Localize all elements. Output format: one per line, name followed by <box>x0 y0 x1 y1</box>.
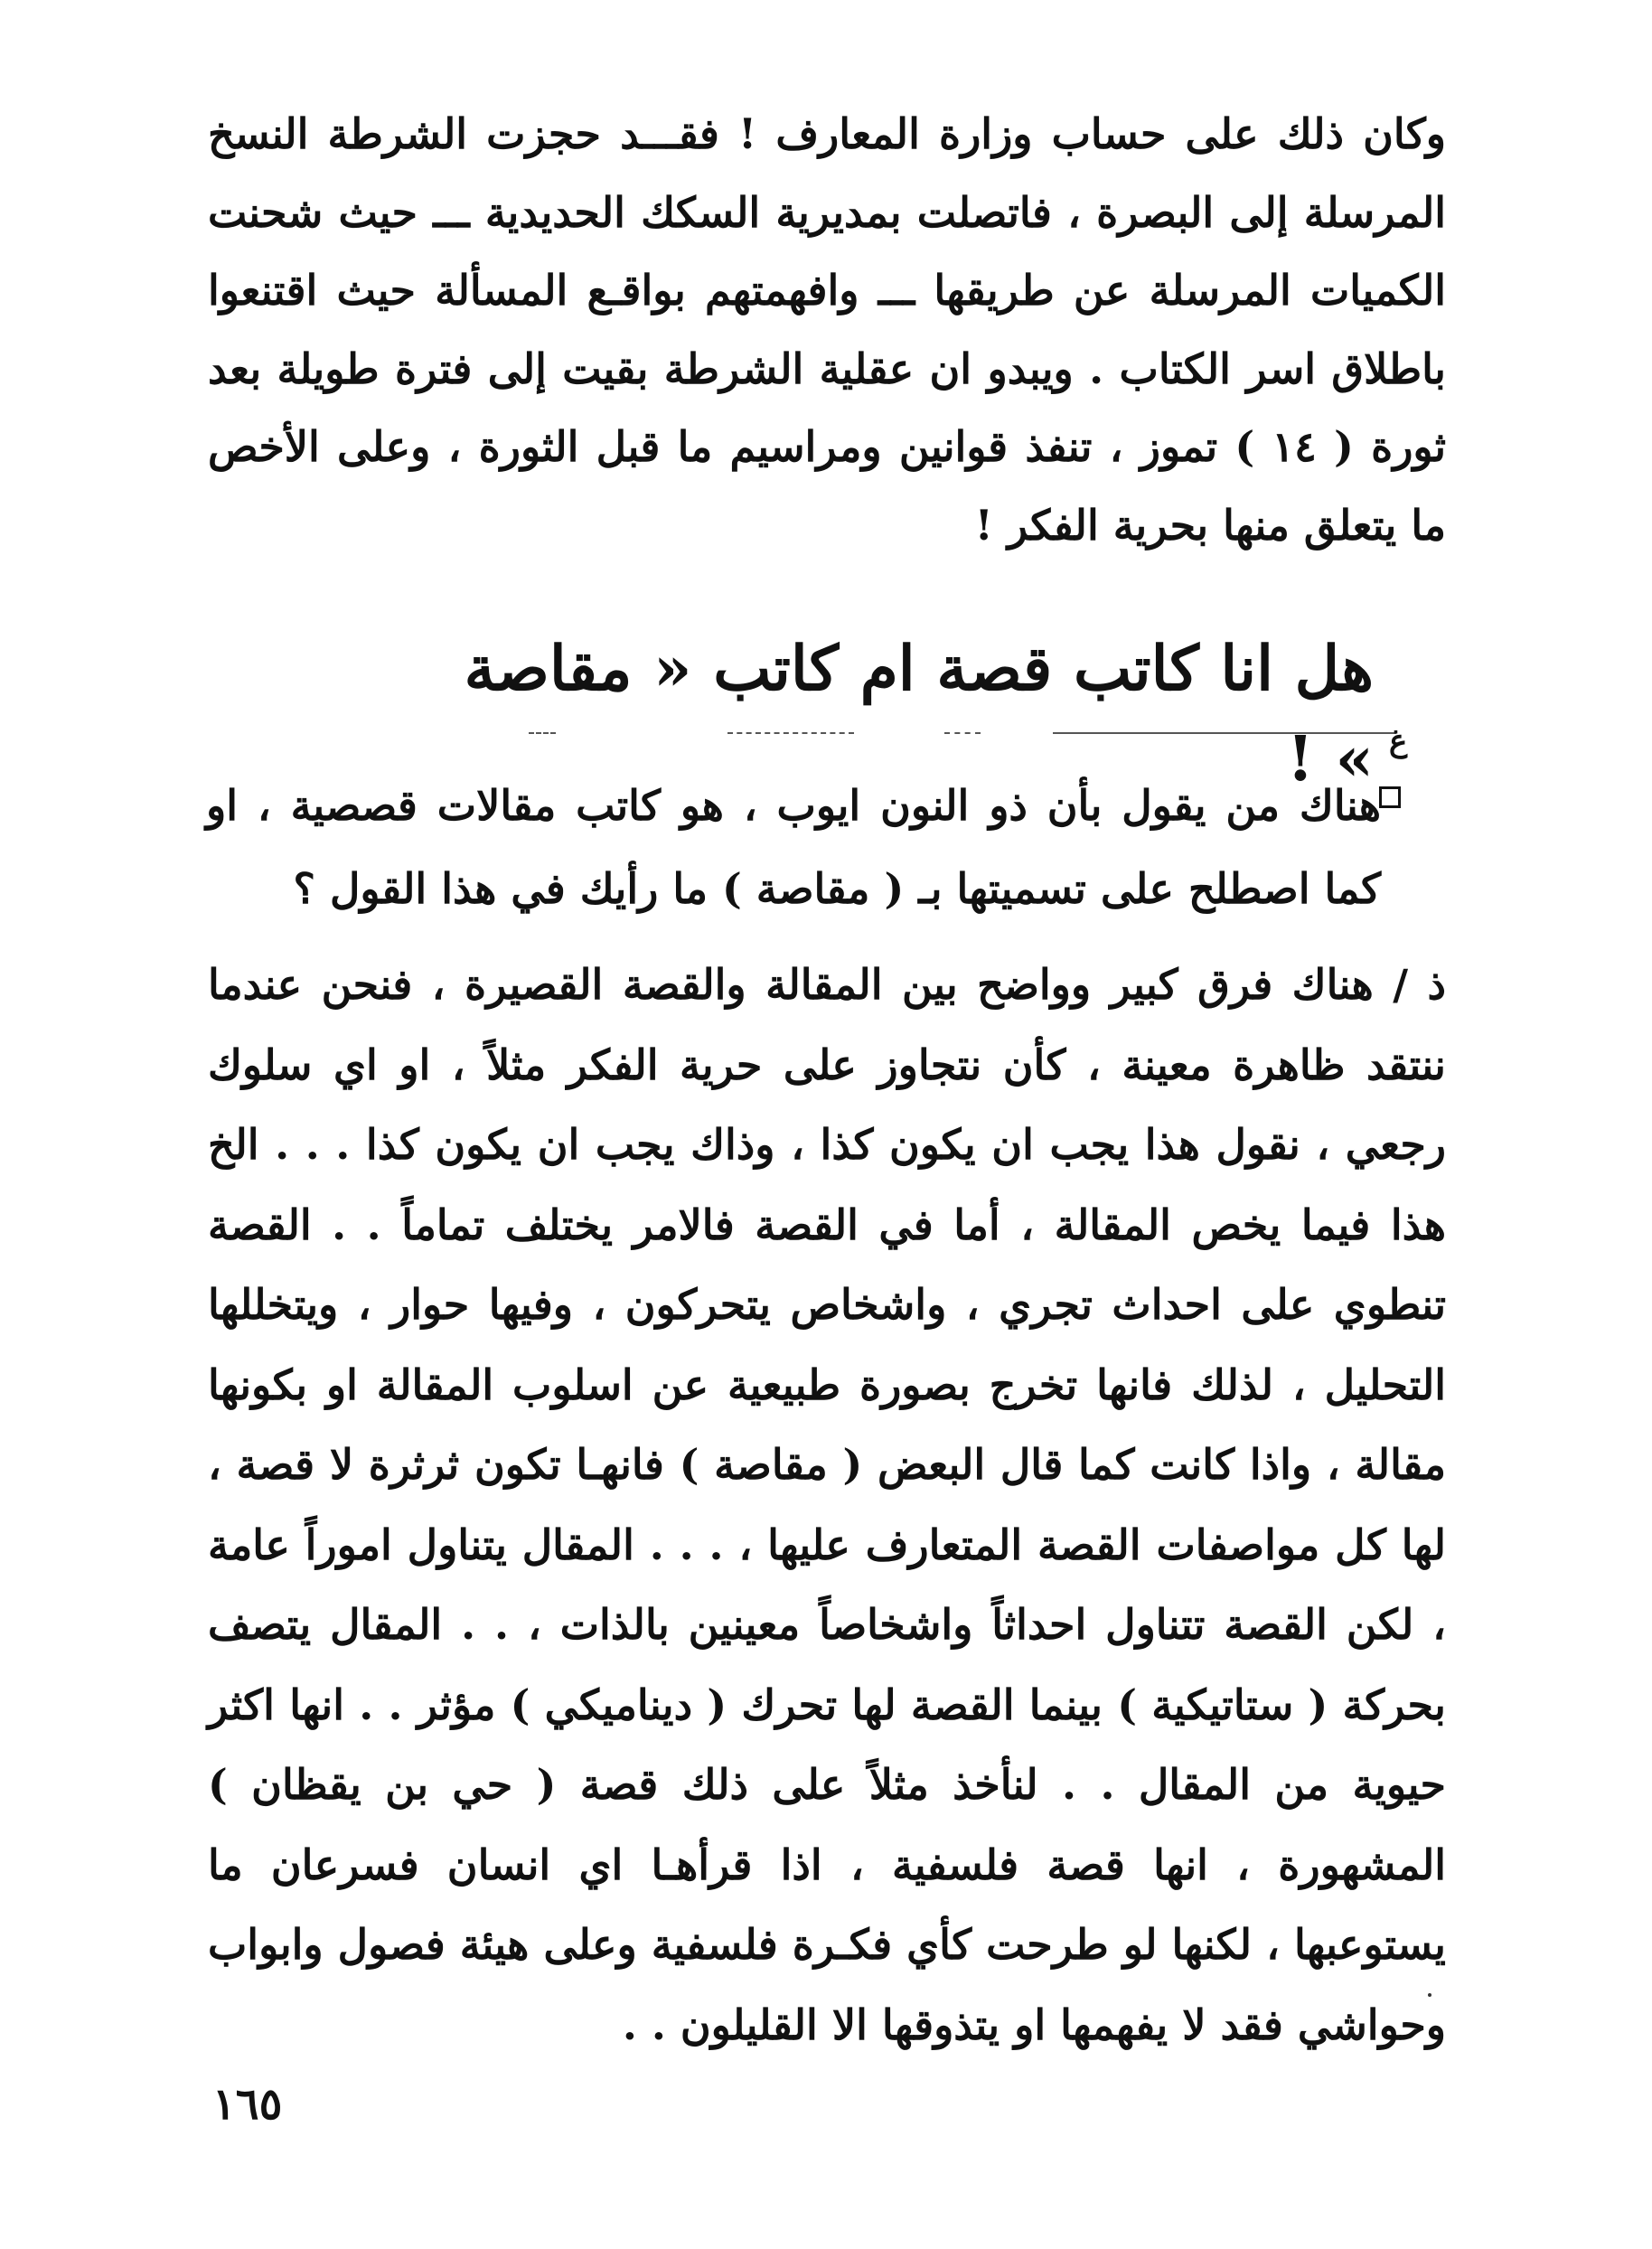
answer-paragraph <box>208 945 1446 2065</box>
intro-paragraph <box>208 95 1446 564</box>
heading-rule-segment <box>944 732 981 734</box>
question-paragraph <box>206 764 1381 930</box>
answer-paragraph-text: ذ / هناك فرق كبير وواضح بين المقالة والقصة القصيرة ، فنحن عندما ننتقد ظاهرة معينة ، كأن نتجاوز على حرية الفكر مثلاً ، او اي سلوك رجعي ، نقول هذا يجب ان يكون كذا ، وذاك يجب ان يكون كذا . . . الخ هذا فيما يخص المقالة ، أما في القصة فالامر يختلف تماماً . . القصة تنطوي على احداث تجري ، واشخاص يتحركون ، وفيها حوار ، ويتخللها التحليل ، لذلك فانها تخرج بصورة طبيعية عن اسلوب المقالة او بكونها مقالة ، واذا كانت كما قال البعض ( مقاصة ) فانهـا تكون ثرثرة لا قصة ، لها كل مواصفات القصة المتعارف عليها ، . . . المقال يتناول اموراً عامة ، لكن القصة تتناول احداثاً واشخاصاً معينين بالذات ، . . المقال يتصف بحركة ( ستاتيكية ) بينما القصة لها تحرك ( ديناميكي ) مؤثر . . انها اكثر حيوية من المقال . . لنأخذ مثلاً على ذلك قصة ( حي بن يقظان ) المشهورة ، انها قصة فلسفية ، اذا قرأهـا اي انسان فسرعان ما يستوعبها ، لكنها لو طرحت كأي فكـرة فلسفية وعلى هيئة فصول وابواب وحواشي فقد لا يفهمها او يتذوقها الا القليلون . . <box>208 960 1447 2049</box>
question-paragraph-text: هناك من يقول بأن ذو النون ايوب ، هو كاتب مقالات قصصية ، او كما اصطلح على تسميتها بـ ( مقاصة ) ما رأيك في هذا القول ؟ <box>206 781 1381 913</box>
heading-rule-segment <box>1053 732 1396 734</box>
page-number: ١٦٥ <box>212 2079 283 2130</box>
question-marker: غ <box>1389 723 1408 759</box>
intro-paragraph-text: وكان ذلك على حساب وزارة المعارف ! فقـــد حجزت الشرطة النسخ المرسلة إلى البصرة ، فاتصلت بمديرية السكك الحديدية ـــ حيث شحنت الكميات المرسلة عن طريقها ـــ وافهمتهم بواقـع المسألة حيث اقتنعوا باطلاق اسر الكتاب . ويبدو ان عقلية الشرطة بقيت إلى فترة طويلة بعد ثورة ( ١٤ ) تموز ، تنفذ قوانين ومراسيم ما قبل الثورة ، وعلى الأخص ما يتعلق منها بحرية الفكر ! <box>208 109 1446 550</box>
margin-dot <box>1428 1993 1431 1997</box>
section-heading: هل انا كاتب قصة ام كاتب « مقاصة » ! <box>464 633 1374 795</box>
heading-rule-segment <box>529 732 556 734</box>
heading-rule-segment <box>727 732 854 734</box>
question-box-icon <box>1379 786 1401 808</box>
